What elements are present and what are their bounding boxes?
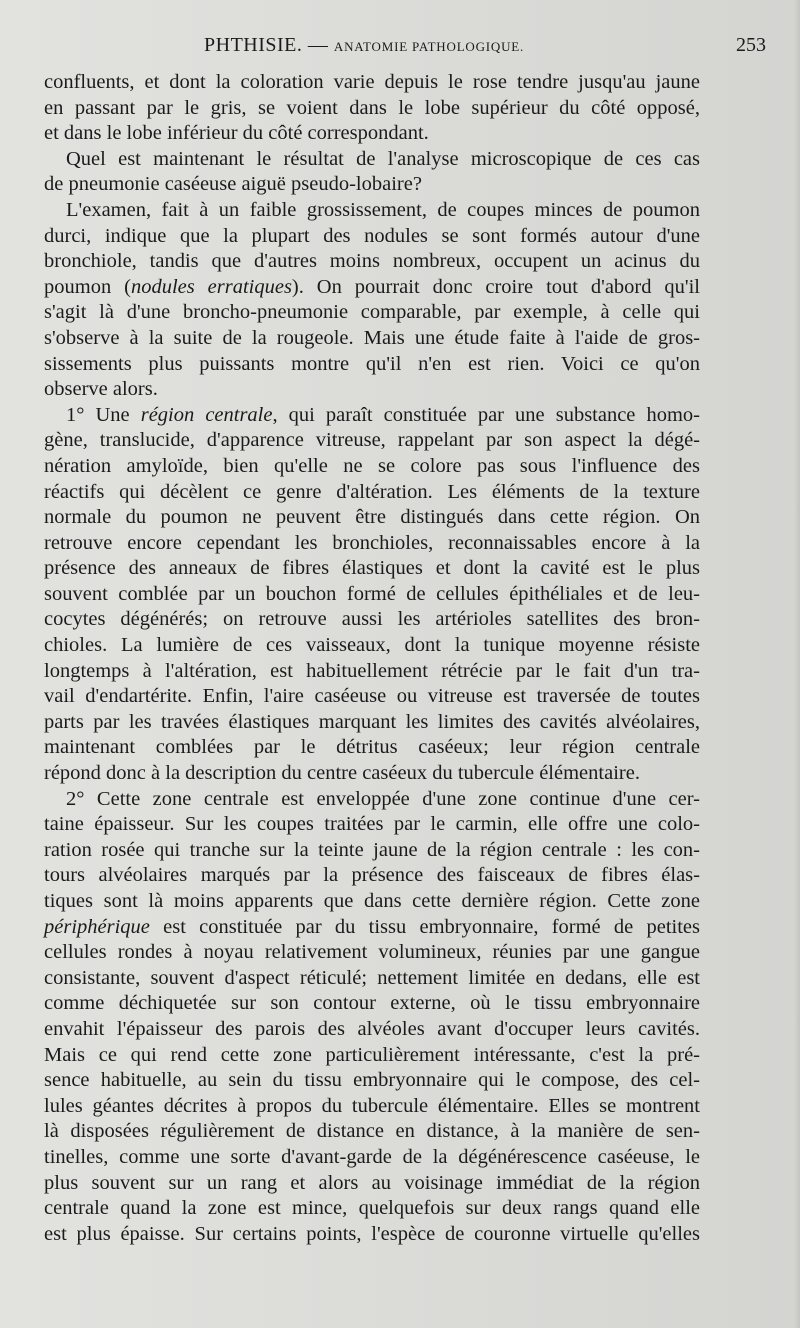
text-line: ration rosée qui tranche sur la teinte jaune de la région centrale : les con- bbox=[44, 838, 700, 861]
running-title-dash: — bbox=[307, 34, 329, 56]
text-line: plus souvent sur un rang et alors au voisinage immédiat de la région bbox=[44, 1171, 700, 1194]
text-line: répond donc à la description du centre caséeux du tubercule élémentaire. bbox=[44, 762, 640, 785]
text-run: , qui paraît constituée par une substance homo- bbox=[272, 403, 700, 426]
text-line: présence des anneaux de fibres élastiques et dont la cavité est le plus bbox=[44, 557, 700, 580]
text-line: gène, translucide, d'apparence vitreuse, rappelant par son aspect la dégé- bbox=[44, 429, 700, 452]
text-line: Mais ce qui rend cette zone particulièrement intéressante, c'est la pré- bbox=[44, 1043, 700, 1066]
text-run: poumon ( bbox=[44, 275, 131, 298]
text-line: de pneumonie caséeuse aiguë pseudo-lobaire? bbox=[44, 173, 422, 196]
italic-term: nodules erratiques bbox=[130, 275, 292, 298]
text-line: réactifs qui décèlent ce genre d'altération. Les éléments de la texture bbox=[44, 480, 700, 503]
text-line: nération amyloïde, bien qu'elle ne se colore pas sous l'influence des bbox=[44, 454, 700, 477]
text-line: maintenant comblées par le détritus caséeux; leur région centrale bbox=[44, 736, 700, 759]
text-line: souvent comblée par un bouchon formé de cellules épithéliales et de leu- bbox=[44, 582, 700, 605]
text-line: Quel est maintenant le résultat de l'analyse microscopique de ces cas bbox=[66, 147, 700, 170]
page-number: 253 bbox=[736, 34, 766, 56]
text-line: parts par les travées élastiques marquant les limites des cavités alvéolaires, bbox=[44, 710, 700, 733]
text-line: longtemps à l'altération, est habituellement rétrécie par le fait d'un tra- bbox=[44, 659, 700, 682]
text-line: là disposées régulièrement de distance en distance, à la manière de sen- bbox=[44, 1120, 700, 1143]
text-line: est plus épaisse. Sur certains points, l'espèce de couronne virtuelle qu'elles bbox=[44, 1222, 700, 1245]
text-line: cellules rondes à noyau relativement volumineux, réunies par une gangue bbox=[44, 941, 700, 964]
text-run: est constituée par du tissu embryonnaire, formé de petites bbox=[149, 915, 700, 938]
running-title-section: ANATOMIE PATHOLOGIQUE. bbox=[333, 39, 525, 54]
text-line: confluents, et dont la coloration varie depuis le rose tendre jusqu'au jaune bbox=[44, 71, 700, 93]
text-line: s'observe à la suite de la rougeole. Mais une étude faite à l'aide de gros- bbox=[44, 326, 700, 349]
text-line: comme déchiquetée sur son contour externe, où le tissu embryonnaire bbox=[44, 992, 700, 1015]
text-line: bronchiole, tandis que d'autres moins nombreux, occupent un acinus du bbox=[44, 250, 700, 273]
text-line: retrouve encore cependant les bronchioles, reconnaissables encore à la bbox=[44, 531, 700, 554]
text-line: consistante, souvent d'aspect réticulé; nettement limitée en dedans, elle est bbox=[44, 966, 700, 989]
text-line: centrale quand la zone est mince, quelquefois sur deux rangs quand elle bbox=[44, 1197, 700, 1220]
running-header bbox=[44, 34, 772, 60]
text-line: s'agit là d'une broncho-pneumonie comparable, par exemple, à celle qui bbox=[44, 301, 700, 324]
text-line bbox=[44, 275, 700, 301]
running-title bbox=[204, 34, 524, 57]
text-line bbox=[44, 915, 700, 941]
text-line: L'examen, fait à un faible grossissement, de coupes minces de poumon bbox=[66, 198, 700, 221]
running-title-main: PHTHISIE. bbox=[204, 34, 303, 56]
text-line: durci, indique que la plupart des nodules se sont formés autour d'une bbox=[44, 224, 700, 247]
text-line: normale du poumon ne peuvent être distingués dans cette région. On bbox=[44, 506, 700, 529]
text-line: envahit l'épaisseur des parois des alvéoles avant d'occuper leurs cavités. bbox=[44, 1017, 700, 1040]
text-run: ). On pourrait donc croire tout d'abord qu'il bbox=[291, 275, 701, 298]
text-line: et dans le lobe inférieur du côté correspondant. bbox=[44, 122, 429, 145]
text-line: tours alvéolaires marqués par la présence des faisceaux de fibres élas- bbox=[44, 864, 700, 887]
text-line: sissements plus puissants montre qu'il n'en est rien. Voici ce qu'on bbox=[44, 352, 700, 375]
text-line: tiques sont là moins apparents que dans cette dernière région. Cette zone bbox=[44, 890, 700, 912]
text-line: taine épaisseur. Sur les coupes traitées par le carmin, elle offre une colo- bbox=[44, 813, 700, 836]
text-line: vail d'endartérite. Enfin, l'aire caséeuse ou vitreuse est traversée de toutes bbox=[44, 685, 700, 708]
text-line: observe alors. bbox=[44, 378, 158, 401]
text-line: lules géantes décrites à propos du tubercule élémentaire. Elles se montrent bbox=[44, 1094, 700, 1117]
text-line: cocytes dégénérés; on retrouve aussi les artérioles satellites des bron- bbox=[44, 608, 700, 631]
text-run: 1° Une bbox=[66, 403, 141, 426]
text-line: 2° Cette zone centrale est enveloppée d'une zone continue d'une cer- bbox=[66, 787, 700, 810]
italic-term: région centrale bbox=[140, 403, 273, 426]
italic-term: périphérique bbox=[44, 915, 150, 938]
text-line: tinelles, comme une sorte d'avant-garde de la dégénérescence caséeuse, le bbox=[44, 1145, 700, 1168]
body-text bbox=[44, 70, 700, 1247]
text-line: en passant par le gris, se voient dans le lobe supérieur du côté opposé, bbox=[44, 96, 700, 119]
text-line bbox=[44, 403, 700, 429]
text-line: chioles. La lumière de ces vaisseaux, dont la tunique moyenne résiste bbox=[44, 634, 700, 657]
text-line: sence habituelle, au sein du tissu embryonnaire qui le compose, des cel- bbox=[44, 1069, 700, 1092]
